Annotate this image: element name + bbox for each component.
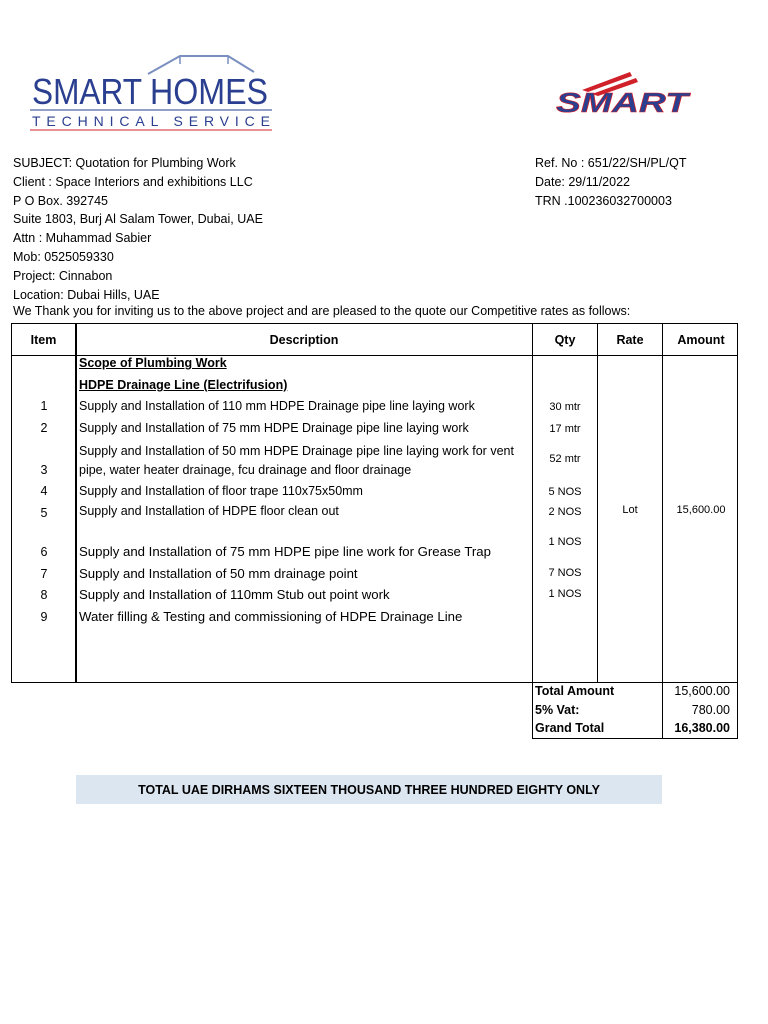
quote-date: Date: 29/11/2022 bbox=[535, 174, 630, 189]
row-4-qty: 5 NOS bbox=[548, 486, 582, 498]
total-amount-value: 15,600.00 bbox=[674, 684, 730, 698]
row-2-item: 2 bbox=[40, 421, 48, 435]
scope-title: Scope of Plumbing Work bbox=[79, 356, 227, 370]
row-8-item: 8 bbox=[40, 588, 48, 602]
header-amount: Amount bbox=[677, 332, 725, 347]
header-description: Description bbox=[269, 332, 339, 347]
row-9-description: Water filling & Testing and commissioning of HDPE Drainage Line bbox=[79, 609, 463, 624]
total-amount-row bbox=[533, 683, 737, 702]
quotation-table bbox=[11, 323, 738, 683]
row-1-description: Supply and Installation of 110 mm HDPE Drainage pipe line laying work bbox=[79, 399, 475, 413]
row-8-description: Supply and Installation of 110mm Stub out point work bbox=[79, 587, 390, 602]
row-1-item: 1 bbox=[40, 399, 48, 413]
row-7-qty: 7 NOS bbox=[548, 567, 582, 579]
total-amount-label: Total Amount bbox=[535, 684, 615, 698]
amount-in-words: TOTAL UAE DIRHAMS SIXTEEN THOUSAND THREE HUNDRED EIGHTY ONLY bbox=[76, 775, 662, 804]
grand-total-label: Grand Total bbox=[535, 721, 605, 735]
amount-value: 15,600.00 bbox=[676, 504, 726, 516]
row-5-item: 5 bbox=[40, 506, 48, 520]
row-5-description: Supply and Installation of HDPE floor clean out bbox=[79, 504, 339, 518]
reference-details bbox=[535, 154, 686, 210]
row-4-item: 4 bbox=[40, 484, 48, 498]
client-line: Client : Space Interiors and exhibitions LLC bbox=[13, 174, 253, 189]
header-rate: Rate bbox=[616, 332, 644, 347]
header-item: Item bbox=[30, 332, 57, 347]
row-2-qty: 17 mtr bbox=[549, 423, 581, 435]
subject-value: Quotation for Plumbing Work bbox=[72, 156, 236, 170]
row-4-description: Supply and Installation of floor trape 110x75x50mm bbox=[79, 484, 363, 498]
mobile-line: Mob: 0525059330 bbox=[13, 249, 114, 264]
client-details bbox=[13, 154, 263, 304]
row-7-description: Supply and Installation of 50 mm drainage point bbox=[79, 566, 358, 581]
ref-number: Ref. No : 651/22/SH/PL/QT bbox=[535, 156, 687, 170]
row-3-description: Supply and Installation of 50 mm HDPE Drainage pipe line laying work for vent bbox=[79, 444, 514, 458]
logo-smart-wordmark: SMART bbox=[556, 87, 692, 118]
logo-technical-text: TECHNICAL SERVICE bbox=[32, 113, 270, 129]
row-3-qty: 52 mtr bbox=[549, 453, 581, 465]
logo-homes-text: HOMES bbox=[150, 71, 268, 112]
smart-logo bbox=[552, 70, 692, 118]
rate-value: Lot bbox=[622, 504, 638, 516]
row-6-description: Supply and Installation of 75 mm HDPE pipe line work for Grease Trap bbox=[79, 544, 491, 559]
row-6-qty: 1 NOS bbox=[548, 536, 582, 548]
subject-label: SUBJECT: bbox=[13, 156, 73, 170]
row-9-item: 9 bbox=[40, 610, 48, 624]
intro-text: We Thank you for inviting us to the above project and are pleased to the quote our Competitive rates as follows: bbox=[13, 304, 631, 318]
row-1-qty: 30 mtr bbox=[549, 401, 581, 413]
row-3-item: 3 bbox=[40, 463, 48, 477]
header-qty: Qty bbox=[554, 332, 576, 347]
project-line: Project: Cinnabon bbox=[13, 268, 113, 283]
subject-line bbox=[13, 154, 263, 173]
grand-total-row bbox=[533, 720, 737, 739]
totals-box bbox=[532, 682, 738, 739]
row-6-item: 6 bbox=[40, 545, 48, 559]
row-2-description: Supply and Installation of 75 mm HDPE Drainage pipe line laying work bbox=[79, 421, 469, 435]
vat-value: 780.00 bbox=[691, 702, 730, 717]
address-line: Suite 1803, Burj Al Salam Tower, Dubai, UAE bbox=[13, 212, 263, 227]
location-line: Location: Dubai Hills, UAE bbox=[13, 287, 160, 302]
row-7-item: 7 bbox=[40, 567, 48, 581]
row-3-description-cont: pipe, water heater drainage, fcu drainage and floor drainage bbox=[79, 463, 412, 477]
row-8-qty: 1 NOS bbox=[548, 588, 582, 600]
trn-number: TRN .100236032700003 bbox=[535, 193, 672, 208]
vat-row bbox=[533, 702, 737, 721]
po-box-line: P O Box. 392745 bbox=[13, 193, 108, 208]
vat-label: 5% Vat: bbox=[535, 702, 580, 717]
row-5-qty: 2 NOS bbox=[548, 506, 582, 518]
logo-smart-text: SMART bbox=[32, 71, 142, 112]
section-title: HDPE Drainage Line (Electrifusion) bbox=[79, 378, 288, 392]
smart-homes-logo bbox=[30, 52, 275, 132]
grand-total-value: 16,380.00 bbox=[674, 721, 730, 735]
attn-line: Attn : Muhammad Sabier bbox=[13, 231, 152, 246]
